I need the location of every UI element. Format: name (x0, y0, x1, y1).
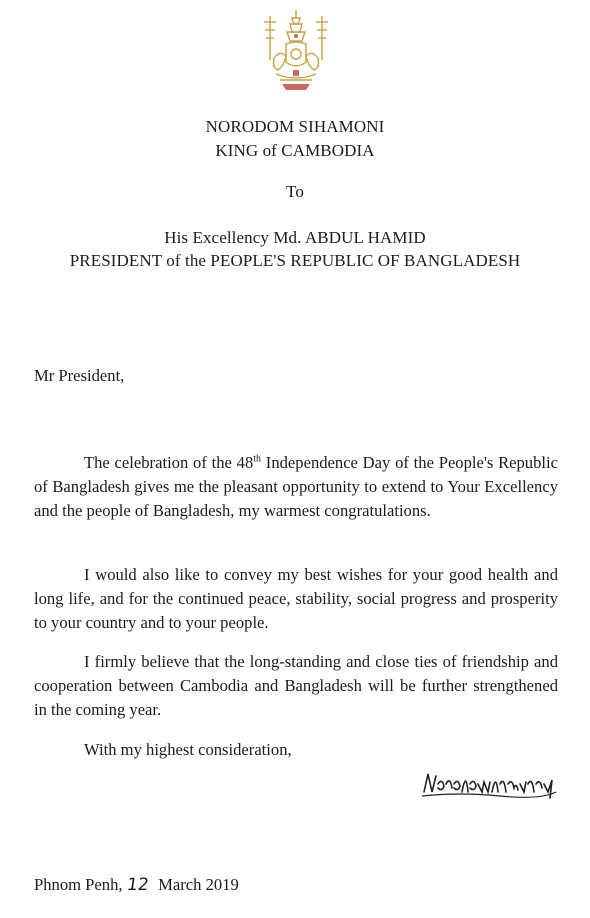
sender-name: NORODOM SIHAMONI (205, 117, 385, 136)
paragraph-1-text-a: The celebration of the 48 (84, 453, 254, 472)
recipient-title: PRESIDENT of the PEOPLE'S REPUBLIC OF BANGLADESH (69, 251, 521, 270)
salutation: Mr President, (34, 366, 125, 385)
sender-title: KING of CAMBODIA (215, 141, 375, 160)
royal-crest-icon (260, 8, 332, 96)
handwritten-day: 12 (125, 875, 150, 895)
signature-icon (420, 762, 562, 804)
closing-line: With my highest consideration, (84, 740, 292, 759)
paragraph-1-text-b: Independence Day of the People's Republic of Bangladesh gives me the pleasant opportunity to extend to Your Excellency and the people of Bangladesh, my warmest congratulations. (34, 453, 558, 520)
paragraph-3: I firmly believe that the long-standing and close ties of friendship and cooperation between Cambodia and Bangladesh will be further strengthened in the coming year. (34, 652, 558, 719)
paragraph-2: I would also like to convey my best wishes for your good health and long life, and for the continued peace, stability, social progress and prosperity to your country and to your people. (34, 565, 558, 632)
to-label: To (286, 182, 304, 201)
month-year-text: March 2019 (158, 875, 239, 894)
ordinal-suffix: th (253, 453, 262, 465)
recipient-name: His Excellency Md. ABDUL HAMID (164, 228, 426, 247)
place-text: Phnom Penh, (34, 875, 123, 894)
date-line (34, 875, 239, 895)
paragraph-1 (34, 451, 558, 523)
